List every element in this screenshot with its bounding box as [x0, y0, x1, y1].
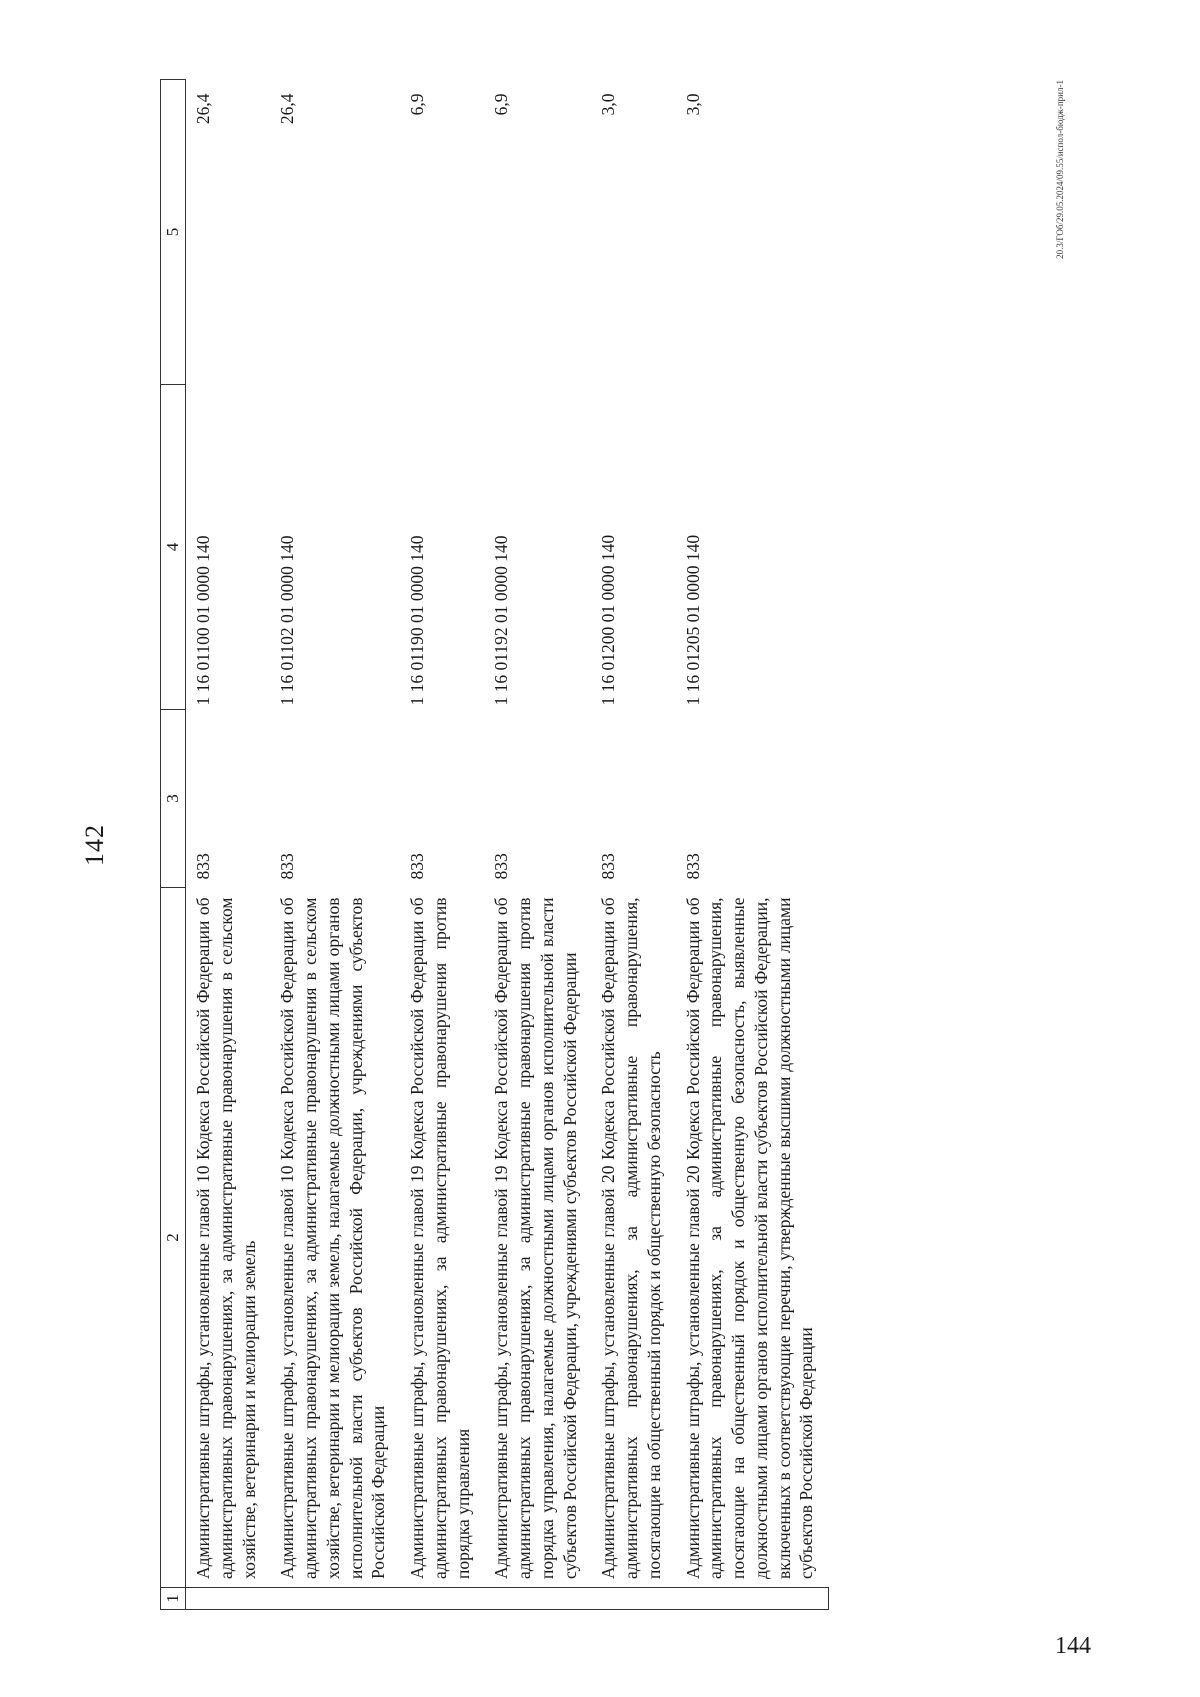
row-number-cell: [186, 1588, 271, 1610]
amount-cell: 3,0: [598, 93, 619, 116]
table-row: [484, 80, 591, 1610]
description-cell: Административные штрафы, установленные главой 10 Кодекса Российской Федерации об административных правонарушениях, за административные правонарушения в сельском хозяйстве, ветеринарии и мелиорации земель, налагаемые должностными лицами органов исполнительной власти субъектов Российской Федерации, учреждениями субъектов Российской Федерации: [277, 897, 389, 1579]
row-number-cell: [484, 1588, 591, 1610]
amount-cell: 26,4: [277, 93, 298, 125]
admin-code-cell: 833: [682, 853, 703, 880]
amount-cell: 3,0: [682, 93, 703, 116]
header-col-3: 3: [161, 710, 186, 888]
header-col-5: 5: [161, 80, 186, 385]
budget-code-cell: 1 16 01205 01 0000 140: [682, 534, 703, 706]
table-row: [186, 80, 271, 1610]
table-row: [591, 80, 675, 1610]
admin-code-cell: 833: [277, 853, 298, 880]
table-row: [400, 80, 484, 1610]
description-cell: Административные штрафы, установленные главой 19 Кодекса Российской Федерации об административных правонарушениях, за административные правонарушения против порядка управления, налагаемые должностными лицами органов исполнительной власти субъектов Российской Федерации, учреждениями субъектов Российской Федерации: [491, 897, 580, 1579]
description-cell: Административные штрафы, установленные главой 10 Кодекса Российской Федерации об административных правонарушениях, за административные правонарушения в сельском хозяйстве, ветеринарии и мелиорации земель: [193, 897, 259, 1579]
row-number-cell: [591, 1588, 675, 1610]
budget-code-cell: 1 16 01200 01 0000 140: [598, 534, 619, 706]
footer-document-code: 20.3/ГОб/29.05.2024/09.55/испол-бюдж-прил-1: [1055, 80, 1065, 259]
description-cell: Административные штрафы, установленные главой 19 Кодекса Российской Федерации об административных правонарушениях, за административные правонарушения против порядка управления: [407, 897, 473, 1579]
amount-cell: 6,9: [491, 93, 512, 116]
table-row: [270, 80, 400, 1610]
header-col-1: 1: [161, 1588, 186, 1610]
rotated-page-content: [60, 80, 1070, 1610]
budget-code-cell: 1 16 01100 01 0000 140: [193, 535, 214, 706]
table-row: [676, 80, 829, 1610]
budget-code-cell: 1 16 01190 01 0000 140: [407, 535, 428, 706]
amount-cell: 26,4: [193, 93, 214, 125]
description-cell: Административные штрафы, установленные главой 20 Кодекса Российской Федерации об административных правонарушениях, за административные правонарушения, посягающие на общественный порядок и общественную безопасность, выявленные должностными лицами органов исполнительной власти субъектов Российской Федерации, включенных в соответствующие перечни, утвержденные высшими должностными лицами субъектов Российской Федерации: [682, 897, 817, 1579]
admin-code-cell: 833: [598, 853, 619, 880]
budget-code-cell: 1 16 01102 01 0000 140: [277, 535, 298, 706]
row-number-cell: [270, 1588, 400, 1610]
table-header-row: [161, 80, 186, 1610]
row-number-cell: [400, 1588, 484, 1610]
admin-code-cell: 833: [491, 853, 512, 880]
row-number-cell: [676, 1588, 829, 1610]
header-col-2: 2: [161, 888, 186, 1588]
scan-page-number: 144: [1055, 1633, 1091, 1659]
page-number: 142: [80, 824, 109, 866]
description-cell: Административные штрафы, установленные главой 20 Кодекса Российской Федерации об административных правонарушениях, за административные правонарушения, посягающие на общественный порядок и общественную безопасность: [598, 897, 664, 1579]
budget-code-cell: 1 16 01192 01 0000 140: [491, 535, 512, 706]
header-col-4: 4: [161, 385, 186, 710]
admin-code-cell: 833: [193, 853, 214, 880]
admin-code-cell: 833: [407, 853, 428, 880]
revenue-table: [160, 79, 829, 1610]
amount-cell: 6,9: [407, 93, 428, 116]
